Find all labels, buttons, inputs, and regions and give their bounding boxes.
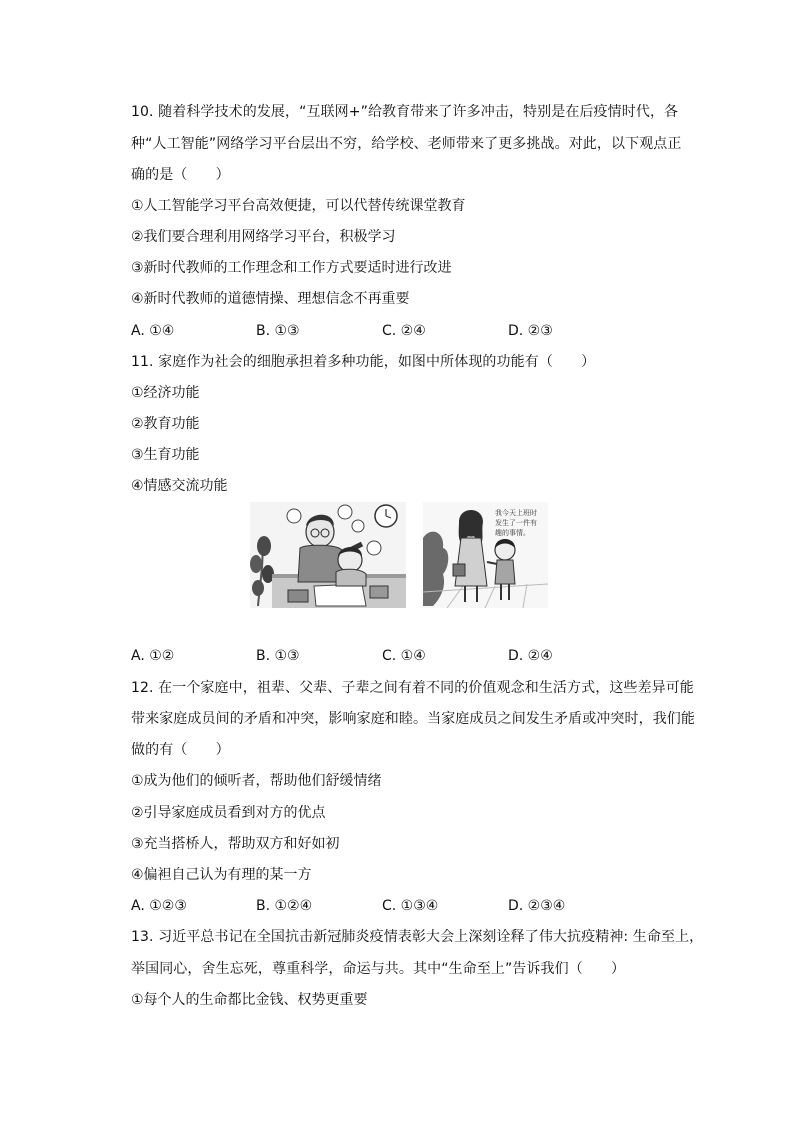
- father-tutoring-illustration: [250, 502, 406, 608]
- q11-illustration: [250, 502, 550, 608]
- q12-item-2: ②引导家庭成员看到对方的优点: [131, 805, 326, 821]
- q12-stem-line-1: 12. 在一个家庭中，祖辈、父辈、子辈之间有着不同的价值观念和生活方式，这些差异可能: [131, 680, 694, 696]
- q10-item-3: ③新时代教师的工作理念和工作方式要适时进行改进: [131, 260, 452, 276]
- q11-option-d[interactable]: D. ②④: [508, 648, 553, 664]
- speech-text: [495, 508, 547, 538]
- q12-options: [131, 896, 651, 916]
- q10-options: [131, 321, 651, 341]
- q13-item-1: ①每个人的生命都比金钱、权势更重要: [131, 992, 368, 1008]
- q11-item-4: ④情感交流功能: [131, 478, 228, 494]
- q12-option-c[interactable]: C. ①③④: [382, 898, 439, 914]
- q11-option-a[interactable]: A. ①②: [131, 648, 175, 664]
- q10-item-2: ②我们要合理利用网络学习平台，积极学习: [131, 229, 396, 245]
- q10-option-b[interactable]: B. ①③: [256, 323, 300, 339]
- q11-option-b[interactable]: B. ①③: [256, 648, 300, 664]
- q11-stem-line-1: 11. 家庭作为社会的细胞承担着多种功能，如图中所体现的功能有（ ）: [131, 354, 596, 370]
- q10-stem-line-2: 种“人工智能”网络学习平台层出不穷，给学校、老师带来了更多挑战。对此，以下观点正: [131, 136, 682, 152]
- q12-item-1: ①成为他们的倾听者，帮助他们舒缓情绪: [131, 773, 382, 789]
- mother-child-illustration: [423, 502, 548, 608]
- q12-stem-line-3: 做的有（ ）: [131, 742, 230, 758]
- q10-item-1: ①人工智能学习平台高效便捷，可以代替传统课堂教育: [131, 198, 466, 214]
- q11-options: [131, 646, 651, 666]
- q10-option-a[interactable]: A. ①④: [131, 323, 175, 339]
- q10-stem-line-3: 确的是（ ）: [131, 167, 230, 183]
- q11-item-2: ②教育功能: [131, 416, 200, 432]
- q10-option-c[interactable]: C. ②④: [382, 323, 426, 339]
- q13-stem-line-2: 举国同心，舍生忘死，尊重科学，命运与共。其中“生命至上”告诉我们（ ）: [131, 961, 626, 977]
- q12-option-b[interactable]: B. ①②④: [256, 898, 313, 914]
- q12-stem-line-2: 带来家庭成员间的矛盾和冲突，影响家庭和睦。当家庭成员之间发生矛盾或冲突时，我们能: [131, 711, 695, 727]
- q10-stem-line-1: 10. 随着科学技术的发展，“互联网+”给教育带来了许多冲击，特别是在后疫情时代，各: [131, 104, 679, 120]
- q12-item-4: ④偏袒自己认为有理的某一方: [131, 867, 312, 883]
- q12-option-a[interactable]: A. ①②③: [131, 898, 187, 914]
- q11-item-1: ①经济功能: [131, 385, 200, 401]
- speech-line-2: 发生了一件有: [495, 519, 537, 527]
- speech-line-3: 趣的事情。: [495, 529, 530, 537]
- q12-option-d[interactable]: D. ②③④: [508, 898, 566, 914]
- q13-stem-line-1: 13. 习近平总书记在全国抗击新冠肺炎疫情表彰大会上深刻诠释了伟大抗疫精神: 生命至上，: [131, 929, 704, 945]
- q10-item-4: ④新时代教师的道德情操、理想信念不再重要: [131, 291, 410, 307]
- q11-item-3: ③生育功能: [131, 447, 200, 463]
- father-tutoring-drawing: [250, 502, 406, 608]
- q12-item-3: ③充当搭桥人，帮助双方和好如初: [131, 836, 340, 852]
- q11-option-c[interactable]: C. ①④: [382, 648, 426, 664]
- speech-line-1: 我今天上班时: [495, 509, 537, 517]
- q10-option-d[interactable]: D. ②③: [508, 323, 553, 339]
